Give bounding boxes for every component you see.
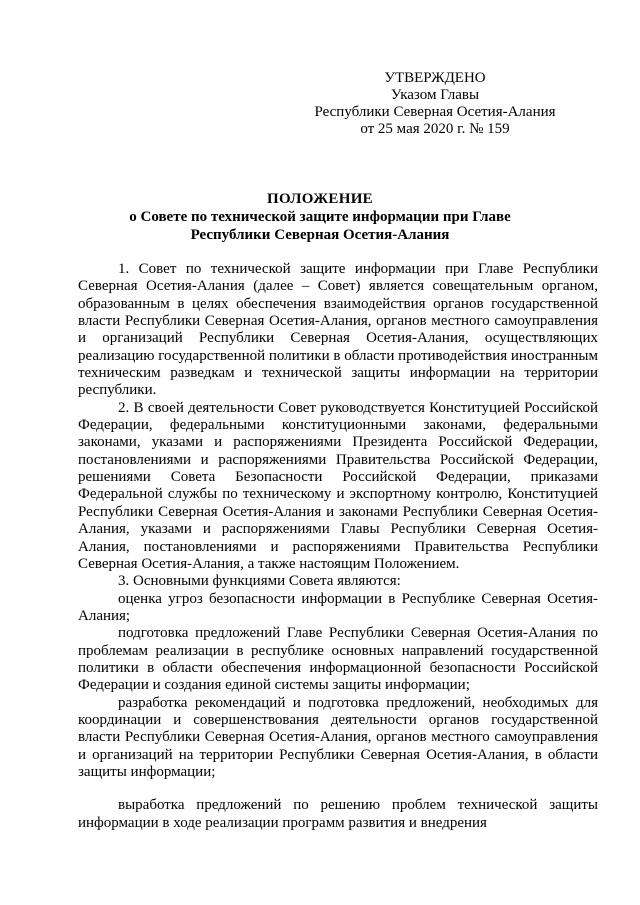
- paragraph-function-2: подготовка предложений Главе Республики Северная Осетия-Алания по проблемам реализации в республике основных направлений государственной политики в области обеспечения информационной безопасности Российской Федерации и создания единой системы защиты информации;: [78, 625, 598, 694]
- paragraph-function-1: оценка угроз безопасности информации в Республике Северная Осетия-Алания;: [78, 590, 598, 624]
- approval-republic-line: Республики Северная Осетия-Алания: [314, 104, 556, 120]
- paragraph-3: 3. Основными функциями Совета являются:: [118, 573, 401, 590]
- document-subtitle-line1: о Совете по технической защите информации при Главе: [129, 209, 511, 225]
- approval-heading: УТВЕРЖДЕНО: [384, 70, 486, 86]
- approval-stamp: [300, 70, 570, 138]
- paragraph-function-3: разработка рекомендаций и подготовка предложений, необходимых для координации и совершенствования деятельности органов государственной власти Республики Северная Осетия-Алания, органов местного самоуправления и организаций на территории Республики Северная Осетия-Алания, в области защиты информации;: [78, 694, 598, 780]
- document-subtitle-line2: Республики Северная Осетия-Алания: [190, 227, 450, 243]
- document-body: [78, 261, 598, 832]
- document-heading: ПОЛОЖЕНИЕ: [267, 191, 373, 207]
- paragraph-1: 1. Совет по технической защите информации при Главе Республики Северная Осетия-Алания (далее – Совет) является совещательным органом, образованным в целях обеспечения взаимодействия органов государственной власти Республики Северная Осетия-Алания, органов местного самоуправления и организаций Республики Северная Осетия-Алания, осуществляющих реализацию государственной политики в области противодействия иностранным техническим разведкам и технической защиты информации на территории республики.: [78, 261, 598, 399]
- paragraph-2: 2. В своей деятельности Совет руководствуется Конституцией Российской Федерации, федеральными конституционными законами, федеральными законами, указами и распоряжениями Президента Российской Федерации, постановлениями и распоряжениями Правительства Российской Федерации, решениями Совета Безопасности Российской Федерации, приказами Федеральной службы по техническому и экспортному контролю, Конституцией Республики Северная Осетия-Алания и законами Республики Северная Осетия-Алания, указами и распоряжениями Главы Республики Северная Осетия-Алания, постановлениями и распоряжениями Правительства Республики Северная Осетия-Алания, а также настоящим Положением.: [78, 399, 598, 572]
- paragraph-function-4: выработка предложений по решению проблем технической защиты информации в ходе реализации программ развития и внедрения: [78, 797, 598, 831]
- approval-date-line: от 25 мая 2020 г. № 159: [360, 121, 510, 137]
- document-title: [80, 190, 560, 244]
- approval-decree-line: Указом Главы: [390, 87, 480, 103]
